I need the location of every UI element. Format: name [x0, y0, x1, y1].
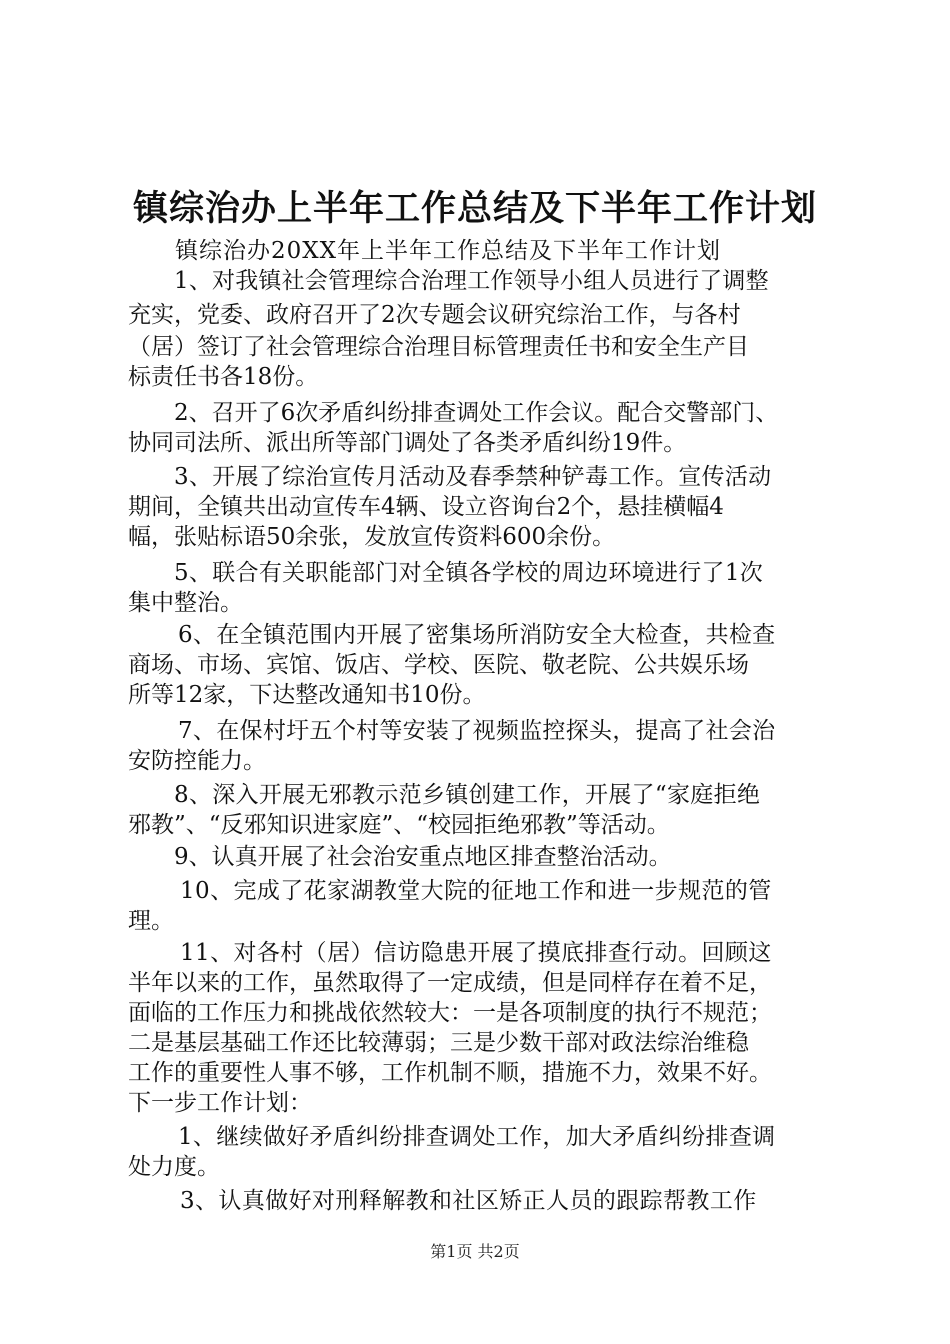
paragraph-line: 半年以来的工作，虽然取得了一定成绩，但是同样存在着不足， [128, 970, 772, 996]
paragraph-line: 1、继续做好矛盾纠纷排查调处工作，加大矛盾纠纷排查调 [178, 1124, 776, 1150]
paragraph-line: 安防控能力。 [128, 748, 266, 774]
paragraph-line: 1、对我镇社会管理综合治理工作领导小组人员进行了调整 [174, 268, 769, 294]
paragraph-line: 7、在保村圩五个村等安装了视频监控探头，提高了社会治 [178, 718, 776, 744]
paragraph-line: 5、联合有关职能部门对全镇各学校的周边环境进行了1次 [174, 560, 764, 586]
paragraph-line: 下一步工作计划： [128, 1090, 312, 1116]
paragraph-line: 8、深入开展无邪教示范乡镇创建工作，开展了“家庭拒绝 [174, 782, 761, 808]
paragraph-line: 面临的工作压力和挑战依然较大：一是各项制度的执行不规范； [128, 1000, 772, 1026]
paragraph-line: 3、开展了综治宣传月活动及春季禁种铲毒工作。宣传活动 [174, 464, 772, 490]
paragraph-line: 9、认真开展了社会治安重点地区排查整治活动。 [174, 844, 672, 870]
paragraph-line: 协同司法所、派出所等部门调处了各类矛盾纠纷19件。 [128, 430, 687, 456]
paragraph-line: 10、完成了花家湖教堂大院的征地工作和进一步规范的管 [180, 878, 772, 904]
paragraph-line: 11、对各村（居）信访隐患开展了摸底排查行动。回顾这 [180, 940, 772, 966]
paragraph-line: 商场、市场、宾馆、饭店、学校、医院、敬老院、公共娱乐场 [128, 652, 749, 678]
paragraph-line: 期间，全镇共出动宣传车4辆、设立咨询台2个，悬挂横幅4 [128, 494, 724, 520]
paragraph-line: 3、认真做好对刑释解教和社区矫正人员的跟踪帮教工作 [180, 1188, 757, 1214]
document-title: 镇综治办上半年工作总结及下半年工作计划 [132, 188, 817, 229]
paragraph-line: 幅，张贴标语50余张，发放宣传资料600余份。 [128, 524, 616, 550]
paragraph-line: 理。 [128, 908, 174, 934]
paragraph-line: 2、召开了6次矛盾纠纷排查调处工作会议。配合交警部门、 [174, 400, 779, 426]
paragraph-line: 邪教”、“反邪知识进家庭”、“校园拒绝邪教”等活动。 [128, 812, 670, 838]
paragraph-line: 处力度。 [128, 1154, 220, 1180]
subtitle-line: 镇综治办20XX年上半年工作总结及下半年工作计划 [175, 238, 722, 264]
paragraph-line: 二是基层基础工作还比较薄弱；三是少数干部对政法综治维稳 [128, 1030, 749, 1056]
paragraph-line: 标责任书各18份。 [128, 364, 319, 390]
paragraph-line: 6、在全镇范围内开展了密集场所消防安全大检查，共检查 [178, 622, 776, 648]
paragraph-line: （居）签订了社会管理综合治理目标管理责任书和安全生产目 [128, 334, 749, 360]
paragraph-line: 集中整治。 [128, 590, 243, 616]
page-footer: 第1页 共2页 [430, 1242, 520, 1261]
paragraph-line: 所等12家，下达整改通知书10份。 [128, 682, 486, 708]
paragraph-line: 工作的重要性人事不够，工作机制不顺，措施不力，效果不好。 [128, 1060, 772, 1086]
paragraph-line: 充实，党委、政府召开了2次专题会议研究综治工作，与各村 [128, 302, 741, 328]
